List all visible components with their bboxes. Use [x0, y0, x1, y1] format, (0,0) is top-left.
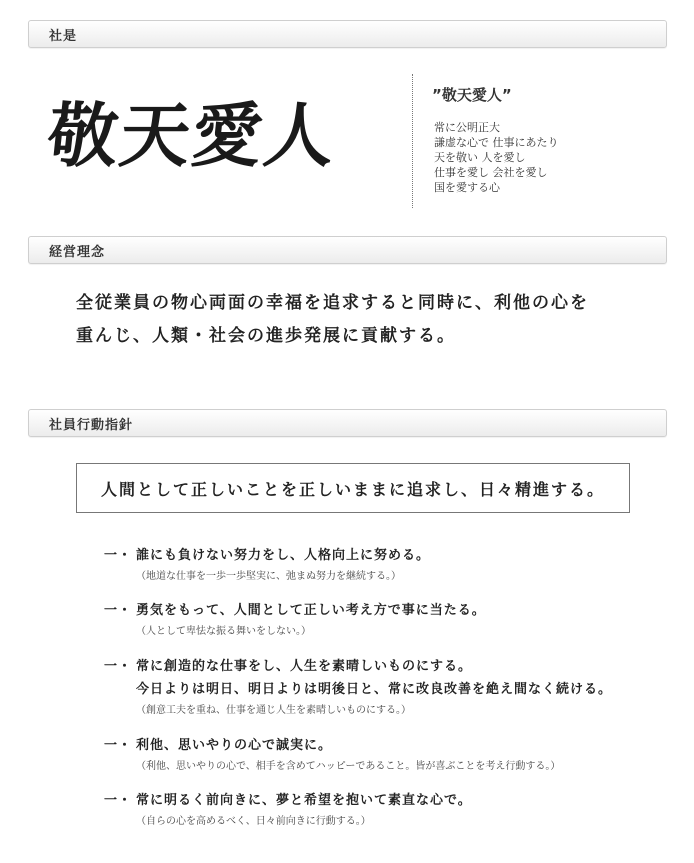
bullet: 一・: [104, 659, 133, 674]
item-text: 勇気をもって、人間として正しい考え方で事に当たる。: [136, 603, 486, 618]
guideline-lead: 人間として正しいことを正しいままに追求し、日々精進する。: [100, 479, 605, 499]
section-title: 社是: [49, 29, 78, 44]
section-header-guidelines: [28, 409, 667, 437]
motto-line: 仕事を愛し 会社を愛し: [434, 166, 548, 179]
motto-calligraphy: 敬天愛人: [43, 94, 341, 177]
bullet: 一・: [104, 738, 133, 753]
list-item: [104, 544, 430, 582]
motto-line: 謙虚な心で 仕事にあたり: [434, 136, 559, 149]
item-text: 常に明るく前向きに、夢と希望を抱いて素直な心で。: [136, 793, 472, 808]
philosophy-text: [76, 287, 636, 353]
item-note: （創意工夫を重ね、仕事を通じ人生を素晴しいものにする。）: [136, 705, 411, 716]
list-item: [104, 734, 560, 772]
item-note: （自らの心を高めるべく、日々前向きに行動する。）: [136, 816, 371, 827]
list-item: [104, 655, 612, 716]
item-text: 利他、思いやりの心で誠実に。: [136, 738, 333, 753]
philosophy-line: 重んじ、人類・社会の進歩発展に貢献する。: [76, 326, 456, 346]
item-note: （人として卑怯な振る舞いをしない。）: [136, 626, 311, 637]
bullet: 一・: [104, 793, 133, 808]
motto-line: 天を敬い 人を愛し: [434, 151, 526, 164]
list-item: [104, 599, 486, 637]
philosophy-line: 全従業員の物心両面の幸福を追求すると同時に、利他の心を: [76, 293, 589, 313]
list-item: [104, 789, 472, 827]
section-title: 社員行動指針: [49, 418, 134, 433]
item-note: （地道な仕事を一歩一歩堅実に、弛まぬ努力を継続する。）: [136, 571, 401, 582]
bullet: 一・: [104, 548, 133, 563]
item-extra: 今日よりは明日、明日よりは明後日と、常に改良改善を絶え間なく続ける。: [136, 682, 613, 697]
motto-title: ”敬天愛人”: [432, 86, 512, 104]
motto-line: 国を愛する心: [434, 181, 500, 194]
guideline-lead-box: [76, 463, 630, 513]
motto-line: 常に公明正大: [434, 121, 500, 134]
section-title: 経営理念: [49, 245, 106, 260]
motto-text: [434, 120, 559, 195]
item-text: 常に創造的な仕事をし、人生を素晴しいものにする。: [136, 659, 473, 674]
item-note: （利他、思いやりの心で、相手を含めてハッピーであること。皆が喜ぶことを考え行動する。）: [136, 761, 561, 772]
section-header-motto: [28, 20, 667, 48]
section-header-philosophy: [28, 236, 667, 264]
bullet: 一・: [104, 603, 133, 618]
item-text: 誰にも負けない努力をし、人格向上に努める。: [136, 548, 431, 563]
divider: [412, 74, 413, 208]
